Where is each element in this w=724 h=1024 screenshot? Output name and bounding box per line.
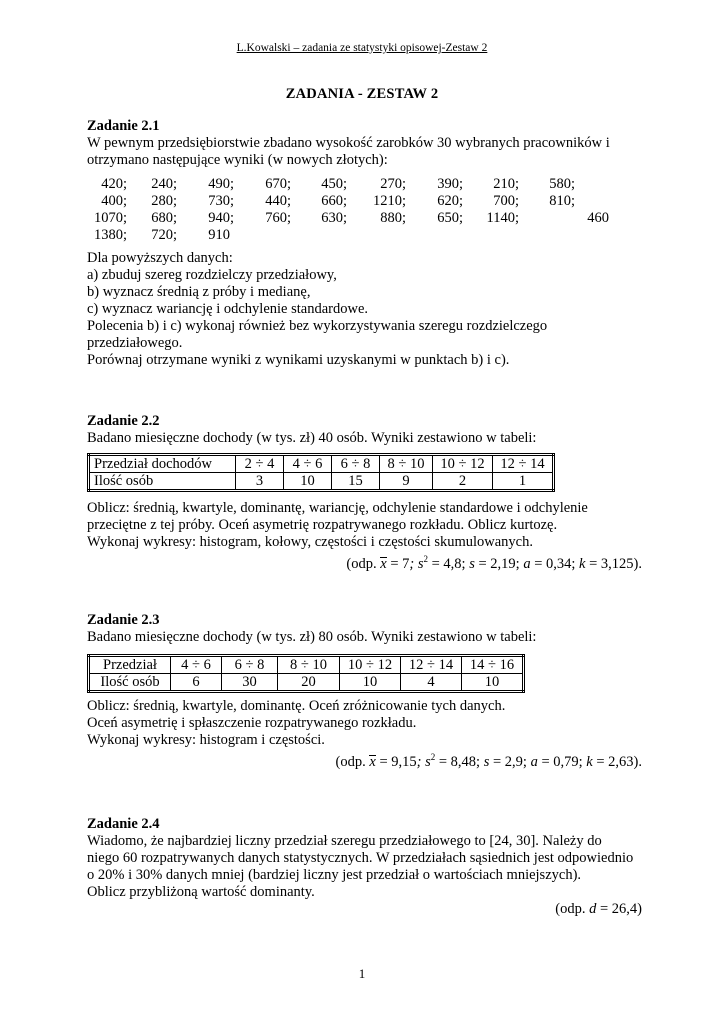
task-2-2-text xyxy=(87,500,642,573)
task-text-line: niego 60 rozpatrywanych danych statystycznych. W przedziałach sąsiednich jest odpowiednio xyxy=(87,850,634,866)
income-table-80 xyxy=(87,654,525,693)
number-value: 1380; xyxy=(93,227,127,243)
number-value: 1210; xyxy=(372,193,406,209)
number-value: 580; xyxy=(549,176,575,192)
number-row xyxy=(87,227,642,244)
number-value: 630; xyxy=(321,210,347,226)
salary-numbers xyxy=(87,176,642,246)
number-value: 420; xyxy=(101,176,127,192)
task-heading: Zadanie 2.2 xyxy=(87,413,160,429)
table-cell: 14 ÷ 16 xyxy=(462,656,524,674)
table-row xyxy=(89,455,554,473)
number-value: 280; xyxy=(151,193,177,209)
page-number: 1 xyxy=(358,966,366,981)
task-text-line: Wykonaj wykresy: histogram, kołowy, częstości i częstości skumulowanych. xyxy=(87,534,533,550)
table-cell: 20 xyxy=(278,674,340,692)
number-value: 1070; xyxy=(93,210,127,226)
task-2-3-text xyxy=(87,698,642,771)
table-cell: 4 ÷ 6 xyxy=(284,455,332,473)
task-intro-line: Badano miesięczne dochody (w tys. zł) 40 osób. Wyniki zestawiono w tabeli: xyxy=(87,430,537,446)
income-table-40 xyxy=(87,453,555,492)
number-value: 270; xyxy=(380,176,406,192)
number-value: 720; xyxy=(151,227,177,243)
number-value: 210; xyxy=(493,176,519,192)
table-cell: 6 ÷ 8 xyxy=(222,656,278,674)
number-value: 680; xyxy=(151,210,177,226)
table-cell: 10 ÷ 12 xyxy=(340,656,401,674)
data-table xyxy=(87,654,525,693)
mean-symbol: x xyxy=(369,753,376,770)
table-cell: 2 ÷ 4 xyxy=(236,455,284,473)
number-value: 700; xyxy=(493,193,519,209)
table-cell: 6 ÷ 8 xyxy=(332,455,380,473)
table-cell: 3 xyxy=(236,473,284,491)
task-text-line: Wykonaj wykresy: histogram i częstości. xyxy=(87,732,325,748)
number-value: 670; xyxy=(265,176,291,192)
table-cell: 9 xyxy=(380,473,433,491)
task-intro-line: W pewnym przedsiębiorstwie zbadano wysokość zarobków 30 wybranych pracowników i xyxy=(87,135,610,151)
table-cell: 10 ÷ 12 xyxy=(433,455,493,473)
table-cell: 30 xyxy=(222,674,278,692)
table-header-cell: Przedział dochodów xyxy=(89,455,236,473)
instruction-line: a) zbuduj szereg rozdzielczy przedziałowy, xyxy=(87,267,337,283)
task-2-4 xyxy=(87,816,642,918)
answer-line: (odp. x = 9,15; $s^2 = 8,48$; s = 2,9; a = 0,79; k = 2,63). xyxy=(335,752,642,770)
instruction-line: Polecenia b) i c) wykonaj również bez wykorzystywania szeregu rozdzielczego xyxy=(87,318,548,334)
table-row xyxy=(89,473,554,491)
task-2-1 xyxy=(87,118,642,169)
table-cell: 8 ÷ 10 xyxy=(380,455,433,473)
number-value: 1140; xyxy=(486,210,519,226)
number-value: 240; xyxy=(151,176,177,192)
table-cell: 10 xyxy=(462,674,524,692)
table-cell: 10 xyxy=(284,473,332,491)
table-row xyxy=(89,656,524,674)
task-text-line: przeciętne z tej próby. Oceń asymetrię rozpatrywanego rozkładu. Oblicz kurtozę. xyxy=(87,517,558,533)
number-value: 660; xyxy=(321,193,347,209)
instruction-line: Porównaj otrzymane wyniki z wynikami uzyskanymi w punktach b) i c). xyxy=(87,352,510,368)
task-intro-line: otrzymano następujące wyniki (w nowych złotych): xyxy=(87,152,388,168)
task-heading: Zadanie 2.1 xyxy=(87,118,160,134)
table-cell: 8 ÷ 10 xyxy=(278,656,340,674)
task-text-line: Wiadomo, że najbardziej liczny przedział szeregu przedziałowego to [24, 30]. Należy do xyxy=(87,833,602,849)
table-cell: 15 xyxy=(332,473,380,491)
number-value: 910 xyxy=(208,227,230,243)
task-heading: Zadanie 2.3 xyxy=(87,612,160,628)
mean-symbol: x xyxy=(380,555,387,572)
instruction-line: b) wyznacz średnią z próby i medianę, xyxy=(87,284,311,300)
data-table xyxy=(87,453,555,492)
number-row xyxy=(87,193,642,210)
number-value: 390; xyxy=(437,176,463,192)
number-value: 450; xyxy=(321,176,347,192)
table-header-cell: Przedział xyxy=(89,656,171,674)
number-value: 400; xyxy=(101,193,127,209)
number-value: 650; xyxy=(437,210,463,226)
task-2-1-instructions xyxy=(87,250,642,369)
running-header: L.Kowalski – zadania ze statystyki opisowej-Zestaw 2 xyxy=(236,42,488,54)
table-cell: 2 xyxy=(433,473,493,491)
task-text-line: Oblicz przybliżoną wartość dominanty. xyxy=(87,884,315,900)
number-value: 620; xyxy=(437,193,463,209)
table-row xyxy=(89,674,524,692)
number-row xyxy=(87,176,642,193)
task-2-2 xyxy=(87,413,642,447)
task-2-3 xyxy=(87,612,642,646)
task-heading: Zadanie 2.4 xyxy=(87,816,160,832)
answer-line: (odp. d = 26,4) xyxy=(555,901,642,917)
table-header-cell: Ilość osób xyxy=(89,473,236,491)
task-text-line: Oblicz: średnią, kwartyle, dominantę, wariancję, odchylenie standardowe i odchylenie xyxy=(87,500,588,516)
table-cell: 10 xyxy=(340,674,401,692)
task-text-line: Oblicz: średnią, kwartyle, dominantę. Oceń zróżnicowanie tych danych. xyxy=(87,698,506,714)
number-value: 730; xyxy=(208,193,234,209)
number-value: 760; xyxy=(265,210,291,226)
number-row xyxy=(87,210,642,227)
number-value: 440; xyxy=(265,193,291,209)
table-cell: 12 ÷ 14 xyxy=(493,455,554,473)
table-cell: 6 xyxy=(171,674,222,692)
table-cell: 1 xyxy=(493,473,554,491)
number-value: 810; xyxy=(549,193,575,209)
number-value: 460 xyxy=(587,210,609,226)
table-cell: 4 ÷ 6 xyxy=(171,656,222,674)
number-value: 880; xyxy=(380,210,406,226)
instruction-line: Dla powyższych danych: xyxy=(87,250,233,266)
number-value: 490; xyxy=(208,176,234,192)
instruction-line: c) wyznacz wariancję i odchylenie standardowe. xyxy=(87,301,369,317)
table-header-cell: Ilość osób xyxy=(89,674,171,692)
task-text-line: o 20% i 30% danych mniej (bardziej liczny jest przedział o wartościach mniejszych). xyxy=(87,867,582,883)
instruction-line: przedziałowego. xyxy=(87,335,183,351)
answer-line: (odp. x = 7; $s^2 = 4,8$; s = 2,19; a = 0,34; k = 3,125). xyxy=(346,554,642,572)
table-cell: 12 ÷ 14 xyxy=(401,656,462,674)
task-text-line: Oceń asymetrię i spłaszczenie rozpatrywanego rozkładu. xyxy=(87,715,417,731)
number-value: 940; xyxy=(208,210,234,226)
page-title: ZADANIA - ZESTAW 2 xyxy=(285,86,439,102)
task-intro-line: Badano miesięczne dochody (w tys. zł) 80 osób. Wyniki zestawiono w tabeli: xyxy=(87,629,537,645)
table-cell: 4 xyxy=(401,674,462,692)
